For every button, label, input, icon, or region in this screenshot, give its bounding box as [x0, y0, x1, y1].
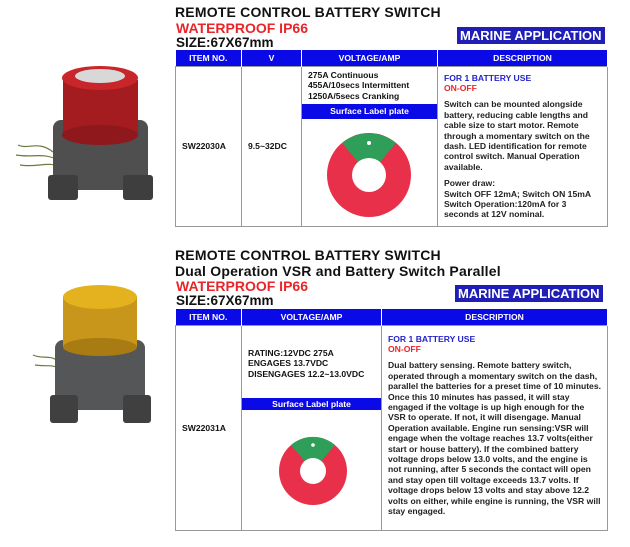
rating-line: 275A Continuous [308, 69, 379, 80]
product-title: REMOTE CONTROL BATTERY SWITCH [175, 4, 441, 20]
surface-label-plate-image [242, 410, 380, 528]
spec-table-sw22031a [175, 309, 608, 531]
description-text: Dual battery sensing. Remote battery switch, operated through a momentary switch on the dash, parallel the batteries for a preset time of 10 minutes. Once this 10 minutes has passed, it will stay engaged if the voltage is up high enough for the VSR to operate. If not, it will disengage. Manual Operation available. Engine run sensing:VSR will engage when the voltage reaches 13.7 volts(either start or house battery). If the combined battery voltage drops below 13.0 volts, and the engine is not running, after 5 seconds the contact will open and stay open till voltage exceeds 13.7 volts. If voltage drops below 13 volts and stay above 12.2 volts on either, while engine is running, the VSR will stay engaged. [388, 360, 602, 516]
power-draw-line: Switch Operation:120mA for 3 seconds at 12V nominal. [444, 198, 567, 220]
battery-use: FOR 1 BATTERY USE [388, 333, 476, 344]
spec-table-sw22030a [175, 50, 608, 227]
rating-line: DISENGAGES 12.2~13.0VDC [248, 368, 365, 379]
item-number: SW22031A [176, 325, 242, 530]
header-voltage-amp: VOLTAGE/AMP [242, 309, 382, 325]
product-photo-sw22030a [8, 40, 168, 210]
marine-application-badge: MARINE APPLICATION [457, 27, 605, 44]
header-voltage-amp: VOLTAGE/AMP [302, 50, 438, 66]
switch-mode: ON-OFF [388, 343, 421, 354]
rating-line: 1250A/5secs Cranking [308, 90, 400, 101]
waterproof-rating: WATERPROOF IP66 [176, 278, 308, 294]
rating-line: 455A/10secs Intermittent [308, 80, 410, 90]
item-number: SW22030A [176, 66, 242, 226]
header-description: DESCRIPTION [382, 309, 608, 325]
surface-label-plate-image [302, 119, 436, 219]
header-v: V [242, 50, 302, 66]
product-size: SIZE:67X67mm [176, 293, 274, 308]
header-item-no: ITEM NO. [176, 50, 242, 66]
product-subtitle: Dual Operation VSR and Battery Switch Parallel [175, 263, 501, 279]
rating-line: ENGAGES 13.7VDC [248, 358, 329, 368]
rating-line: RATING:12VDC 275A [248, 347, 334, 358]
voltage: 9.5~32DC [242, 66, 302, 226]
surface-label-plate-header: Surface Label plate [302, 104, 437, 119]
header-description: DESCRIPTION [438, 50, 608, 66]
surface-label-plate-header: Surface Label plate [242, 398, 381, 410]
product-size: SIZE:67X67mm [176, 35, 274, 50]
product-photo-sw22031a [25, 275, 165, 435]
waterproof-rating: WATERPROOF IP66 [176, 20, 308, 36]
power-draw-title: Power draw: [444, 178, 496, 189]
header-item-no: ITEM NO. [176, 309, 242, 325]
battery-use: FOR 1 BATTERY USE [444, 72, 532, 83]
power-draw-line: Switch OFF 12mA; Switch ON 15mA [444, 188, 592, 199]
description-text: Switch can be mounted alongside battery, reducing cable lengths and cable size to start motor. Remote through a momentary switch on the dash. LED identification for remote control switch. Manual Operation available. [444, 99, 590, 172]
marine-application-badge: MARINE APPLICATION [455, 285, 603, 302]
switch-mode: ON-OFF [444, 82, 477, 93]
product-title: REMOTE CONTROL BATTERY SWITCH [175, 247, 441, 263]
